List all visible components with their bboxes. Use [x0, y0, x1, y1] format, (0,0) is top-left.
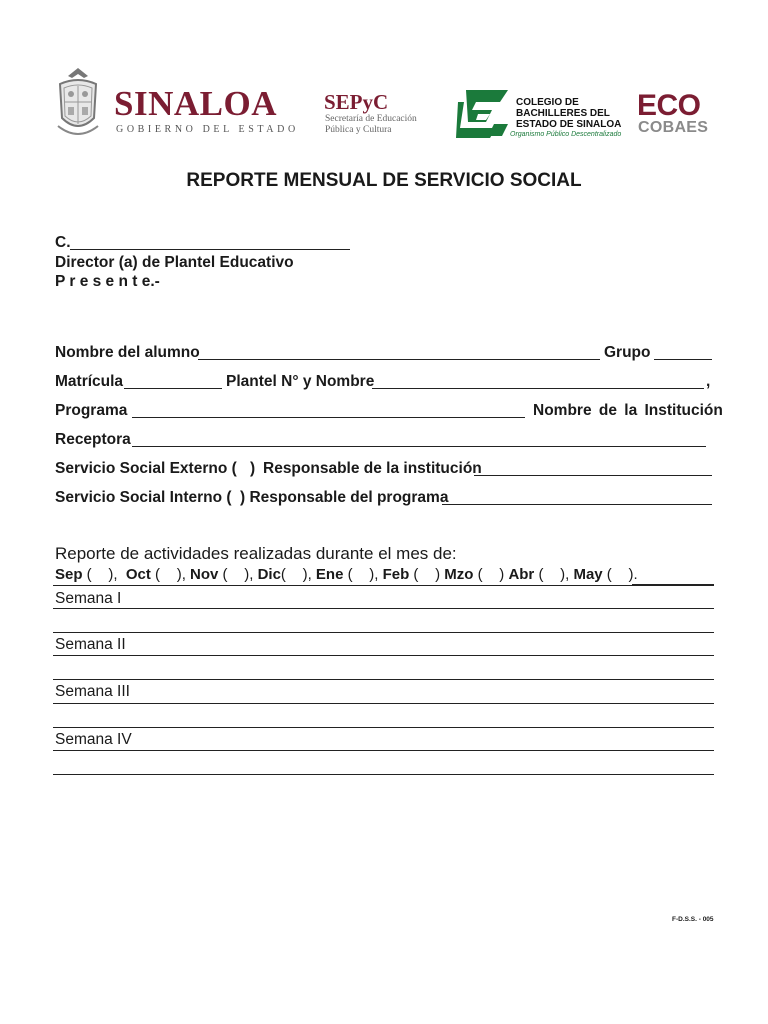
sinaloa-logo-subtitle: GOBIERNO DEL ESTADO — [116, 124, 299, 135]
field-label-nombre-alumno: Nombre del alumno — [55, 344, 200, 361]
week-label-1: Semana I — [55, 590, 122, 607]
field-plantel-comma: , — [706, 373, 711, 390]
sinaloa-coat-of-arms-logo — [54, 66, 102, 144]
field-blank-matricula[interactable] — [124, 388, 222, 389]
month-ene: Ene — [315, 566, 344, 583]
month-may: May — [573, 566, 603, 583]
field-label-servicio-externo: Servicio Social Externo ( — [55, 460, 237, 477]
field-blank-responsable-programa[interactable] — [442, 504, 712, 505]
week-1-line-2[interactable] — [53, 632, 714, 633]
month-mzo: Mzo — [444, 566, 474, 583]
field-externo-close: ) — [250, 460, 256, 477]
addressee-name-blank[interactable] — [70, 249, 350, 250]
field-label-matricula: Matrícula — [55, 373, 124, 390]
field-label-programa: Programa — [55, 402, 128, 419]
field-label-responsable-institucion: Responsable de la institución — [263, 460, 482, 477]
field-blank-nombre-alumno[interactable] — [198, 359, 600, 360]
cobaes-logo-line2: BACHILLERES DEL — [516, 108, 610, 119]
eco-logo-subtitle: COBAES — [638, 119, 709, 136]
week-label-4: Semana IV — [55, 731, 132, 748]
form-code: F-D.S.S. - 005 — [672, 916, 714, 923]
week-2-line-1[interactable] — [53, 655, 714, 656]
week-4-line-1[interactable] — [53, 750, 714, 751]
report-intro: Reporte de actividades realizadas durante el mes de: — [55, 544, 457, 563]
field-blank-plantel[interactable] — [372, 388, 704, 389]
field-blank-programa[interactable] — [132, 417, 525, 418]
week-2-line-2[interactable] — [53, 679, 714, 680]
week-label-3: Semana III — [55, 683, 130, 700]
field-label-responsable-programa: ) Responsable del programa — [240, 489, 449, 506]
addressee-presente: P r e s e n t e.- — [55, 273, 160, 290]
field-label-receptora: Receptora — [55, 431, 131, 448]
month-feb: Feb — [382, 566, 410, 583]
cobaes-logo-tagline: Organismo Público Descentralizado — [510, 131, 622, 138]
field-label-plantel: Plantel N° y Nombre — [226, 373, 375, 390]
sepyc-logo-line1: Secretaría de Educación — [325, 114, 417, 124]
field-label-servicio-interno: Servicio Social Interno ( — [55, 489, 232, 506]
week-1-line-1[interactable] — [53, 608, 714, 609]
month-nov: Nov — [190, 566, 219, 583]
sepyc-logo-line2: Pública y Cultura — [325, 125, 392, 135]
month-dic: Dic — [257, 566, 281, 583]
month-sep: Sep — [55, 566, 83, 583]
cobaes-logo-line3: ESTADO DE SINALOA — [516, 119, 622, 130]
eco-logo-wordmark: ECO — [637, 89, 701, 122]
months-row: Sep ( ), Oct ( ), Nov ( ), Dic( ), Ene ( ), Feb ( ) Mzo ( ) Abr ( ), May ( ). — [55, 566, 638, 583]
addressee-c-label: C. — [55, 234, 71, 251]
field-blank-grupo[interactable] — [654, 359, 712, 360]
sepyc-logo-wordmark: SEPyC — [324, 90, 389, 114]
week-3-line-2[interactable] — [53, 727, 714, 728]
week-label-2: Semana II — [55, 636, 126, 653]
month-abr: Abr — [508, 566, 535, 583]
field-label-institucion: Nombre de la Institución — [533, 402, 723, 419]
document-title: REPORTE MENSUAL DE SERVICIO SOCIAL — [186, 170, 582, 191]
cobaes-logo-line1: COLEGIO DE — [516, 97, 579, 108]
sinaloa-logo-wordmark: SINALOA — [114, 84, 277, 123]
month-oct: Oct — [125, 566, 151, 583]
field-blank-responsable-institucion[interactable] — [474, 475, 712, 476]
field-blank-receptora[interactable] — [132, 446, 706, 447]
cobaes-logo-icon — [456, 88, 510, 140]
addressee-director: Director (a) de Plantel Educativo — [55, 254, 294, 271]
week-3-line-1[interactable] — [53, 703, 714, 704]
report-rule — [53, 585, 714, 586]
field-label-grupo: Grupo — [604, 344, 651, 361]
week-4-line-2[interactable] — [53, 774, 714, 775]
